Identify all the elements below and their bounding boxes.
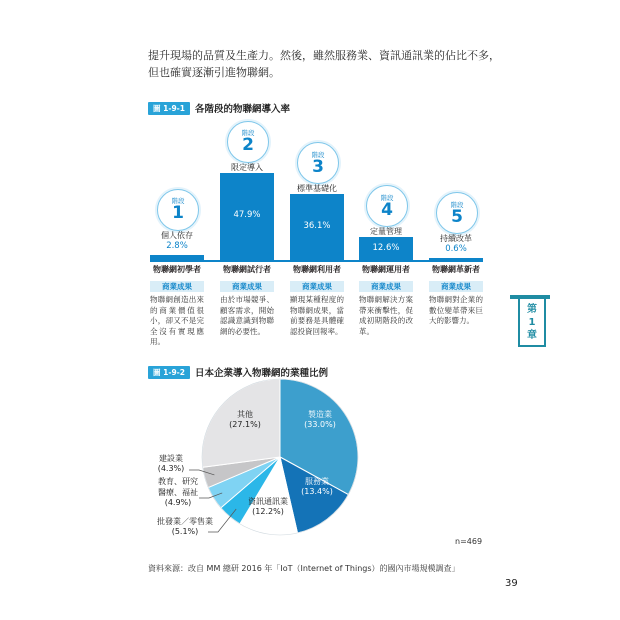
pie-slice-percent: (5.1%)	[171, 527, 199, 536]
stage-value-label: 47.9%	[233, 210, 261, 221]
pie-slice-percent: (27.1%)	[229, 420, 261, 429]
stage-prefix: 階段	[171, 197, 185, 206]
stage-number: 4	[381, 199, 393, 220]
stage-value-label: 2.8%	[166, 240, 188, 251]
pie-slice-label	[138, 477, 218, 509]
stage-category-label: 物聯網試行者	[223, 265, 271, 274]
stage-category-label: 物聯網革新者	[432, 265, 480, 274]
pie-slice-name: 教育、研究 醫療、福祉	[158, 477, 198, 497]
stage-prefix: 階段	[380, 193, 394, 202]
figure-1-title: 各階段的物聯網導入率	[195, 104, 291, 115]
sample-size-label: n=469	[455, 537, 483, 546]
stage-prefix: 階段	[241, 129, 255, 138]
result-text: 物聯網解決方案帶來衝擊性，促成初期階段的改革。	[359, 295, 413, 336]
stage-value-label: 36.1%	[303, 221, 331, 232]
stage-name: 持續改革	[440, 234, 472, 243]
pie-slice-percent: (33.0%)	[304, 420, 336, 429]
result-text: 物聯網對企業的數位變革帶來巨大的影響力。	[429, 295, 483, 325]
result-header: 商業成果	[359, 281, 413, 292]
stage-number: 2	[242, 135, 254, 156]
result-text: 物聯網創造出來的商業價值很小，卻又不是完全沒有實現應用。	[150, 295, 204, 346]
stage-number: 3	[312, 156, 324, 177]
result-header: 商業成果	[290, 281, 344, 292]
result-text: 顯現某種程度的物聯網成果，當前要務是具體確認投資回報率。	[290, 295, 344, 336]
stage-category-label: 物聯網利用者	[293, 265, 341, 274]
result-header: 商業成果	[220, 281, 274, 292]
stage-value-label: 0.6%	[445, 244, 467, 254]
pie-slice-label	[277, 477, 357, 498]
pie-slice-name: 批發業／零售業	[157, 516, 213, 526]
stage-name: 標準基礎化	[297, 184, 337, 194]
stage-number: 5	[451, 206, 463, 227]
pie-slice-label	[205, 410, 285, 431]
stage-name: 定量管理	[370, 227, 402, 237]
stage-value-label: 12.6%	[372, 242, 400, 253]
chapter-label-bottom: 章	[527, 329, 537, 341]
pie-slice-label	[280, 410, 360, 431]
stage-name: 個人依存	[161, 230, 193, 240]
pie-slice-name: 服務業	[305, 476, 329, 486]
pie-slice-name: 製造業	[308, 409, 332, 419]
stage-category-label: 物聯網運用者	[362, 265, 410, 274]
pie-slice-name: 資訊通訊業	[248, 496, 288, 506]
pie-slice-label	[228, 497, 308, 518]
result-header: 商業成果	[429, 281, 483, 292]
result-text: 由於市場競爭、顧客需求，開始認識意識到物聯網的必要性。	[220, 295, 274, 336]
page-number: 39	[505, 578, 518, 589]
pie-slice-percent: (4.3%)	[157, 464, 185, 473]
figure-1-tag: 圖 1-9-1	[148, 102, 190, 115]
stage-name: 限定導入	[231, 162, 263, 172]
pie-slice-name: 其他	[237, 409, 253, 419]
pie-slice-percent: (12.2%)	[252, 507, 284, 516]
figure-2-title: 日本企業導入物聯網的業種比例	[195, 368, 329, 379]
intro-line: 但也確實逐漸引進物聯網。	[148, 66, 280, 79]
chapter-number: 1	[528, 316, 536, 328]
pie-slice-label	[131, 454, 211, 475]
pie-slice-label	[145, 517, 225, 538]
stage-prefix: 階段	[311, 150, 325, 159]
source-note: 資料來源：改自 MM 總研 2016 年「IoT（Internet of Things）的國內市場規模調查」	[148, 564, 460, 573]
result-header: 商業成果	[150, 281, 204, 292]
pie-slice-percent: (4.9%)	[164, 498, 192, 508]
intro-line: 提升現場的品質及生產力。然後，雖然服務業、資訊通訊業的佔比不多，	[148, 49, 500, 62]
pie-slice-percent: (13.4%)	[301, 487, 333, 496]
stage-number: 1	[172, 203, 184, 224]
stage-prefix: 階段	[450, 200, 464, 209]
stage-category-label: 物聯網初學者	[153, 265, 201, 274]
figure-2-tag: 圖 1-9-2	[148, 366, 190, 379]
chapter-label-top: 第	[527, 303, 537, 315]
pie-slice-name: 建設業	[159, 453, 183, 463]
